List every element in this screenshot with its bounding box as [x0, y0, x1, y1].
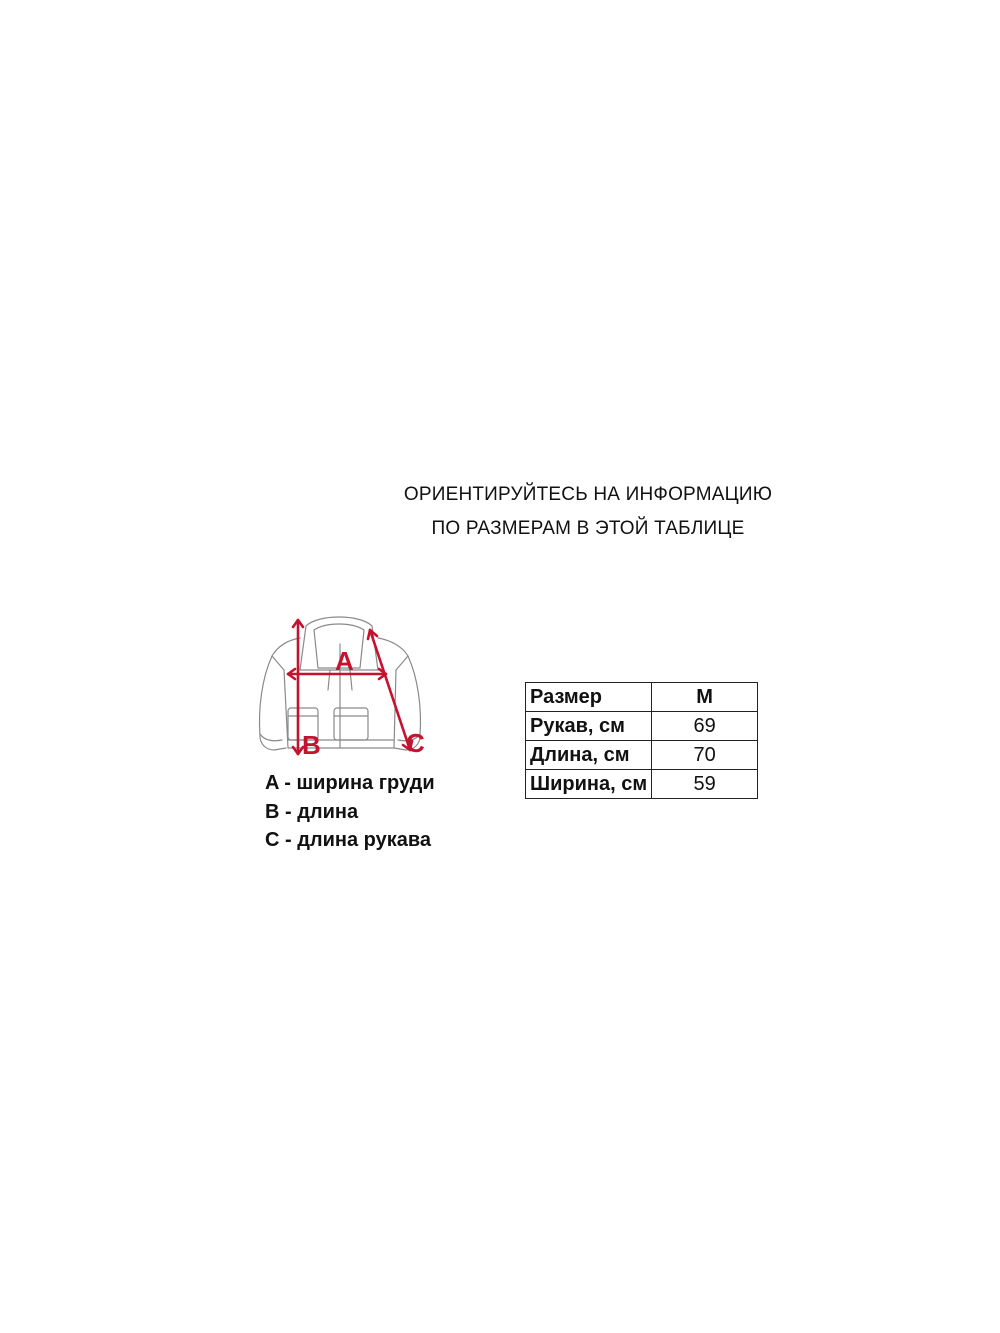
header-label-cell: Размер [526, 683, 652, 712]
table-header-row [526, 683, 758, 712]
legend-item-b: B - длина [265, 800, 359, 823]
label-a: A [335, 646, 354, 676]
row-label-cell: Ширина, см [526, 770, 652, 799]
table-row [526, 712, 758, 741]
table-row [526, 770, 758, 799]
heading-line-2: ПО РАЗМЕРАМ В ЭТОЙ ТАБЛИЦЕ [431, 518, 745, 539]
jacket-outline [260, 617, 421, 750]
row-value-cell: 59 [652, 770, 758, 799]
legend-item-c: C - длина рукава [265, 829, 432, 851]
row-label-cell: Рукав, см [526, 712, 652, 741]
row-label-cell: Длина, см [526, 741, 652, 770]
instruction-heading [388, 478, 788, 546]
heading-line-1: ОРИЕНТИРУЙТЕСЬ НА ИНФОРМАЦИЮ [403, 484, 773, 505]
legend-item-a: A - ширина груди [265, 772, 435, 794]
measurement-legend [265, 769, 435, 855]
table-row [526, 741, 758, 770]
label-c: C [406, 728, 425, 758]
size-table [525, 682, 758, 799]
row-value-cell: 69 [652, 712, 758, 741]
jacket-measurement-diagram [248, 608, 438, 768]
label-b: B [302, 730, 321, 760]
header-size-cell: M [652, 683, 758, 712]
row-value-cell: 70 [652, 741, 758, 770]
